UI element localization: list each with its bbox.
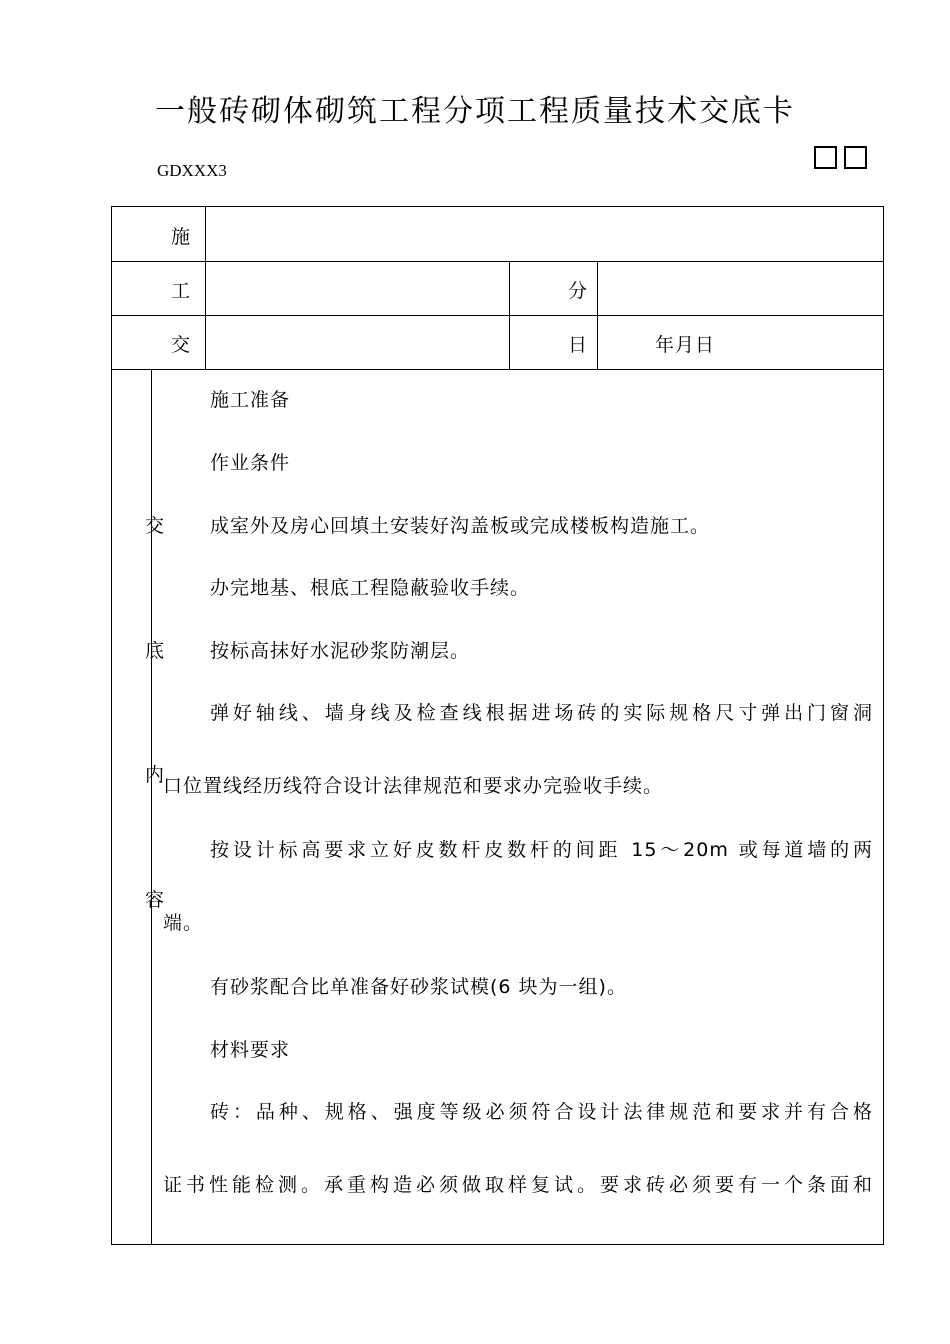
row-label-subitem: 分	[568, 280, 588, 302]
content-line: 有砂浆配合比单准备好砂浆试模(6 块为一组)。	[210, 976, 627, 998]
row-label-construction: 施	[171, 226, 191, 248]
checkbox-square[interactable]	[844, 146, 867, 169]
table-rule	[205, 206, 206, 370]
side-label-char: 内	[145, 764, 165, 786]
content-line: 口位置线经历线符合设计法律规范和要求办完验收手续。	[163, 775, 664, 797]
table-rule	[111, 261, 884, 262]
content-line: 成室外及房心回填土安装好沟盖板或完成楼板构造施工。	[210, 515, 711, 537]
content-line: 砖：品种、规格、强度等级必须符合设计法律规范和要求并有合格	[210, 1101, 873, 1123]
content-line: 证书性能检测。承重构造必须做取样复试。要求砖必须要有一个条面和	[163, 1174, 873, 1196]
side-label-char: 交	[145, 515, 165, 537]
content-heading: 施工准备	[210, 389, 291, 411]
checkbox-square[interactable]	[814, 146, 837, 169]
table-rule	[111, 369, 884, 370]
table-rule	[597, 261, 598, 370]
table-border-top	[111, 206, 884, 207]
content-heading: 材料要求	[210, 1039, 291, 1061]
row-label-date: 日	[568, 334, 588, 356]
date-value: 年月日	[655, 334, 716, 356]
row-label-handover: 交	[171, 334, 191, 356]
content-line: 端。	[163, 912, 204, 934]
table-rule	[111, 315, 884, 316]
document-title: 一般砖砌体砌筑工程分项工程质量技术交底卡	[155, 94, 795, 129]
content-line: 按标高抹好水泥砂浆防潮层。	[210, 640, 471, 662]
content-line: 办完地基、根底工程隐蔽验收手续。	[210, 577, 531, 599]
side-label-char: 容	[145, 889, 165, 911]
content-line: 弹好轴线、墙身线及检查线根据进场砖的实际规格尺寸弹出门窗洞	[210, 702, 873, 724]
row-label-project: 工	[171, 280, 191, 302]
table-border-bottom	[111, 1244, 884, 1245]
content-line: 按设计标高要求立好皮数杆皮数杆的间距 15～20m 或每道墙的两	[210, 839, 873, 861]
side-label-char: 底	[145, 640, 165, 662]
table-border-right	[883, 206, 884, 1245]
document-code: GDXXX3	[157, 161, 227, 180]
content-heading: 作业条件	[210, 452, 291, 474]
table-border-left	[111, 206, 112, 1245]
checkbox-group	[814, 146, 867, 169]
table-rule	[509, 261, 510, 370]
table-rule	[151, 369, 152, 1245]
